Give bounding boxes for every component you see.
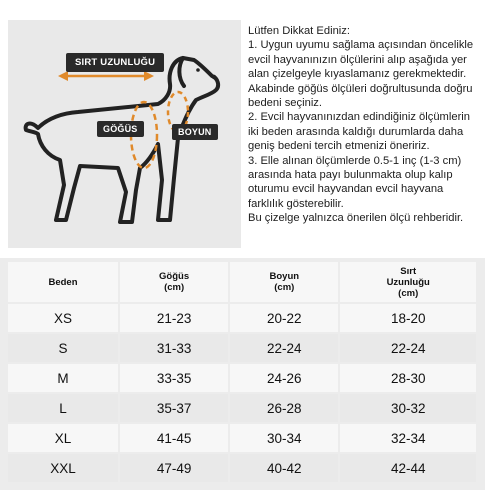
cell-neck: 40-42 (230, 454, 338, 482)
instructions-line: alan çizelgeyle kıyaslamanız gerekmektedir. (248, 68, 467, 81)
cell-size: XL (8, 424, 118, 452)
table-row (8, 454, 476, 482)
cell-chest: 33-35 (120, 364, 228, 392)
cell-size: XXL (8, 454, 118, 482)
instructions-line: 3. Elle alınan ölçümlerde 0.5-1 inç (1-3 cm) (248, 154, 462, 167)
cell-neck: 24-26 (230, 364, 338, 392)
instructions-line: oturumu evcil hayvandan evcil hayvana (248, 183, 444, 196)
instructions-line: 1. Uygun uyumu sağlama açısından öncelikle (248, 39, 474, 52)
instructions-line: 2. Evcil hayvanınızdan edindiğiniz ölçümlerin (248, 111, 471, 124)
instructions-line: iki beden arasında kaldığı durumlarda daha (248, 125, 464, 138)
size-chart (0, 258, 485, 490)
back-length-arrow (58, 71, 154, 81)
cell-neck: 22-24 (230, 334, 338, 362)
cell-back-length: 32-34 (340, 424, 476, 452)
header-back-length: Sırt Uzunluğu (cm) (340, 262, 476, 302)
instructions-line: evcil hayvanınızın ölçülerini alıp aşağıda yer (248, 53, 467, 66)
cell-back-length: 18-20 (340, 304, 476, 332)
cell-chest: 21-23 (120, 304, 228, 332)
cell-back-length: 28-30 (340, 364, 476, 392)
table-row (8, 304, 476, 332)
cell-size: M (8, 364, 118, 392)
cell-neck: 26-28 (230, 394, 338, 422)
cell-neck: 30-34 (230, 424, 338, 452)
cell-chest: 31-33 (120, 334, 228, 362)
cell-chest: 35-37 (120, 394, 228, 422)
instructions-line: Akabinde göğüs ölçüleri doğrultusunda doğru (248, 82, 473, 95)
neck-label: BOYUN (172, 124, 218, 140)
cell-back-length: 30-32 (340, 394, 476, 422)
table-row (8, 424, 476, 452)
header-size: Beden (8, 262, 118, 302)
dog-measurement-diagram (8, 20, 241, 248)
table-header-row (8, 262, 476, 302)
back-length-label: SIRT UZUNLUĞU (66, 53, 164, 72)
cell-chest: 47-49 (120, 454, 228, 482)
cell-back-length: 22-24 (340, 334, 476, 362)
cell-size: L (8, 394, 118, 422)
cell-back-length: 42-44 (340, 454, 476, 482)
table-row (8, 394, 476, 422)
instructions-line: farklılık gösterebilir. (248, 197, 344, 210)
instructions-line: geniş bedeni tercih etmenizi öneririz. (248, 140, 430, 153)
cell-chest: 41-45 (120, 424, 228, 452)
table-row (8, 364, 476, 392)
cell-size: XS (8, 304, 118, 332)
instructions-line: Bu çizelge yalnızca önerilen ölçü rehberidir. (248, 212, 464, 225)
instructions-title: Lütfen Dikkat Ediniz: (248, 25, 350, 37)
instructions-line: bedeni seçiniz. (248, 97, 323, 110)
table-row (8, 334, 476, 362)
instructions-line: arasında hata payı bulunmakta olup kalıp (248, 169, 453, 182)
header-neck: Boyun (cm) (230, 262, 338, 302)
cell-size: S (8, 334, 118, 362)
chest-label: GÖĞÜS (97, 121, 144, 137)
size-table (6, 260, 478, 484)
instructions-text (248, 24, 483, 226)
cell-neck: 20-22 (230, 304, 338, 332)
header-chest: Göğüs (cm) (120, 262, 228, 302)
